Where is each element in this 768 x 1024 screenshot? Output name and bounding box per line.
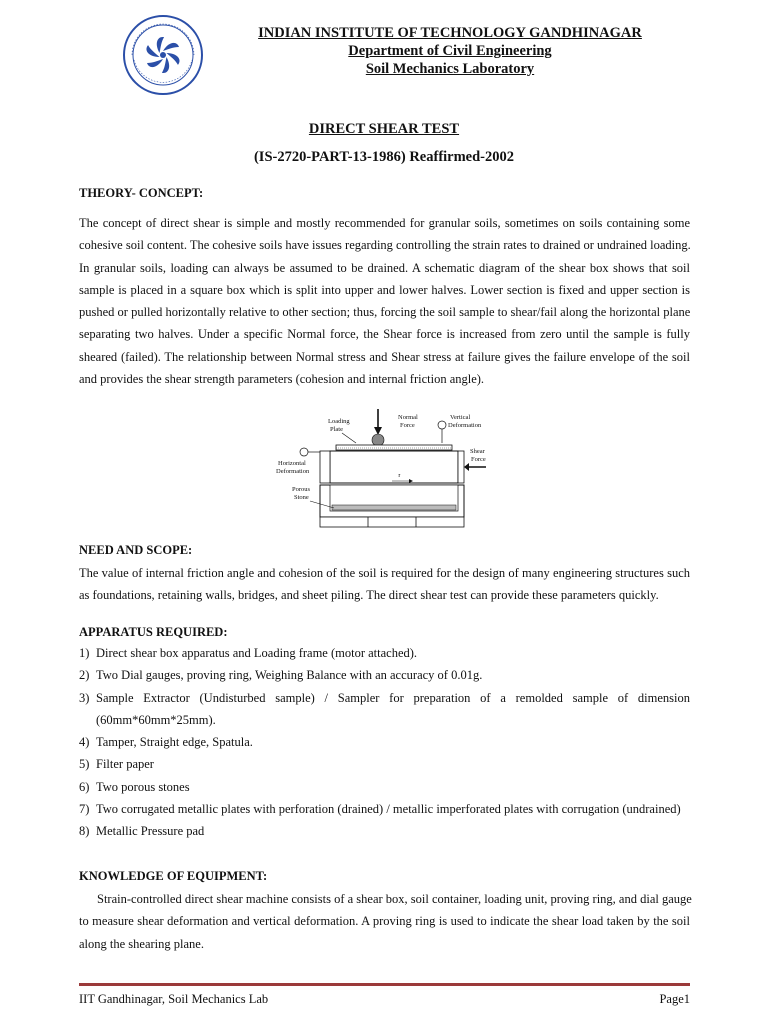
vertical-deformation-label: Vertical <box>450 414 471 421</box>
theory-line: sample is placed in a square box which is split into upper and lower halves. Lower section is fixed and upper section is <box>79 282 690 297</box>
theory-line: In granular soils, loading can always be assumed to be drained. A schematic diagram of the shear box shows that soil <box>79 260 690 275</box>
normal-force-label: Normal <box>398 414 418 421</box>
apparatus-list <box>79 642 690 843</box>
theory-line: cohesive soil content. The cohesive soils have issues regarding controlling the strain rates to drained or undrained loading. <box>79 238 691 253</box>
document-title: DIRECT SHEAR TEST <box>308 121 460 137</box>
knowledge-line: Strain-controlled direct shear machine consists of a shear box, soil container, loading unit, proving ring, and dial gauge <box>97 892 692 906</box>
list-item: 4) Tamper, Straight edge, Spatula. <box>79 735 253 750</box>
need-line: as foundations, retaining walls, bridges, and sheet piling. The direct shear test can provide these parameters quickly. <box>79 588 659 603</box>
porous-stone-label: Stone <box>294 494 309 501</box>
shear-box-diagram <box>270 405 496 531</box>
loading-plate-label: Loading <box>328 418 350 425</box>
list-item: 6) Two porous stones <box>79 779 190 794</box>
shear-force-label: Shear <box>470 448 485 455</box>
list-item: 5) Filter paper <box>79 757 154 772</box>
theory-line: pushed or pulled horizontally relative to other section; thus, forcing the soil sample to shear/fail along the horizontal plane <box>79 305 691 320</box>
porous-stone-label: Porous <box>292 486 311 493</box>
knowledge-line: to measure shear deformation and vertical deformation. A proving ring is used to indicate the shear load taken by the soil <box>79 914 690 929</box>
list-item: 2) Two Dial gauges, proving ring, Weighing Balance with an accuracy of 0.01g. <box>79 668 483 683</box>
horizontal-deformation-label: Deformation <box>276 468 310 475</box>
theory-line: sheared (failed). The relationship between Normal stress and Shear stress at failure gives the failure envelope of the soil <box>79 349 690 364</box>
page-number: Page1 <box>659 992 690 1006</box>
theory-line: and provides the shear strength parameters (cohesion and internal friction angle). <box>79 372 485 387</box>
need-line: The value of internal friction angle and cohesion of the soil is required for the design of many engineering structures such <box>79 566 690 580</box>
knowledge-heading: KNOWLEDGE OF EQUIPMENT: <box>79 869 268 883</box>
theory-line: separating two halves. Under a specific Normal force, the Shear force is increased from zero until the sample is fully <box>79 327 690 342</box>
footer-lab-name: IIT Gandhinagar, Soil Mechanics Lab <box>79 992 269 1006</box>
need-heading: NEED AND SCOPE: <box>79 543 193 557</box>
document-subtitle: (IS-2720-PART-13-1986) Reaffirmed-2002 <box>253 149 515 165</box>
list-item: 1) Direct shear box apparatus and Loading frame (motor attached). <box>79 646 418 660</box>
department-name: Department of Civil Engineering <box>348 43 552 59</box>
institute-name: INDIAN INSTITUTE OF TECHNOLOGY GANDHINAGAR <box>258 25 642 41</box>
footer-rule <box>79 983 690 986</box>
horizontal-deformation-label: Horizontal <box>278 460 306 467</box>
tau-label: τ <box>398 472 401 479</box>
list-item: 3) Sample Extractor (Undisturbed sample) / Sampler for preparation of a remolded sample of dimension (60mm*60mm*25mm). <box>79 690 690 727</box>
shear-force-label: Force <box>471 456 486 463</box>
lab-name: Soil Mechanics Laboratory <box>365 61 535 77</box>
normal-force-label: Force <box>400 422 415 429</box>
list-item: 7) Two corrugated metallic plates with perforation (drained) / metallic imperforated plates with corrugation (undrained) <box>79 802 681 817</box>
vertical-deformation-label: Deformation <box>448 422 482 429</box>
loading-plate-label: Plate <box>330 426 343 433</box>
apparatus-heading: APPARATUS REQUIRED: <box>79 625 228 639</box>
knowledge-paragraph <box>79 888 690 955</box>
need-paragraph <box>79 562 690 607</box>
theory-line: The concept of direct shear is simple and mostly recommended for granular soils, sometimes on soils containing some <box>79 216 690 230</box>
theory-heading: THEORY- CONCEPT: <box>79 186 204 200</box>
knowledge-line: along the shearing plane. <box>79 936 204 951</box>
theory-paragraph <box>79 212 690 390</box>
list-item: 8) Metallic Pressure pad <box>79 824 205 839</box>
